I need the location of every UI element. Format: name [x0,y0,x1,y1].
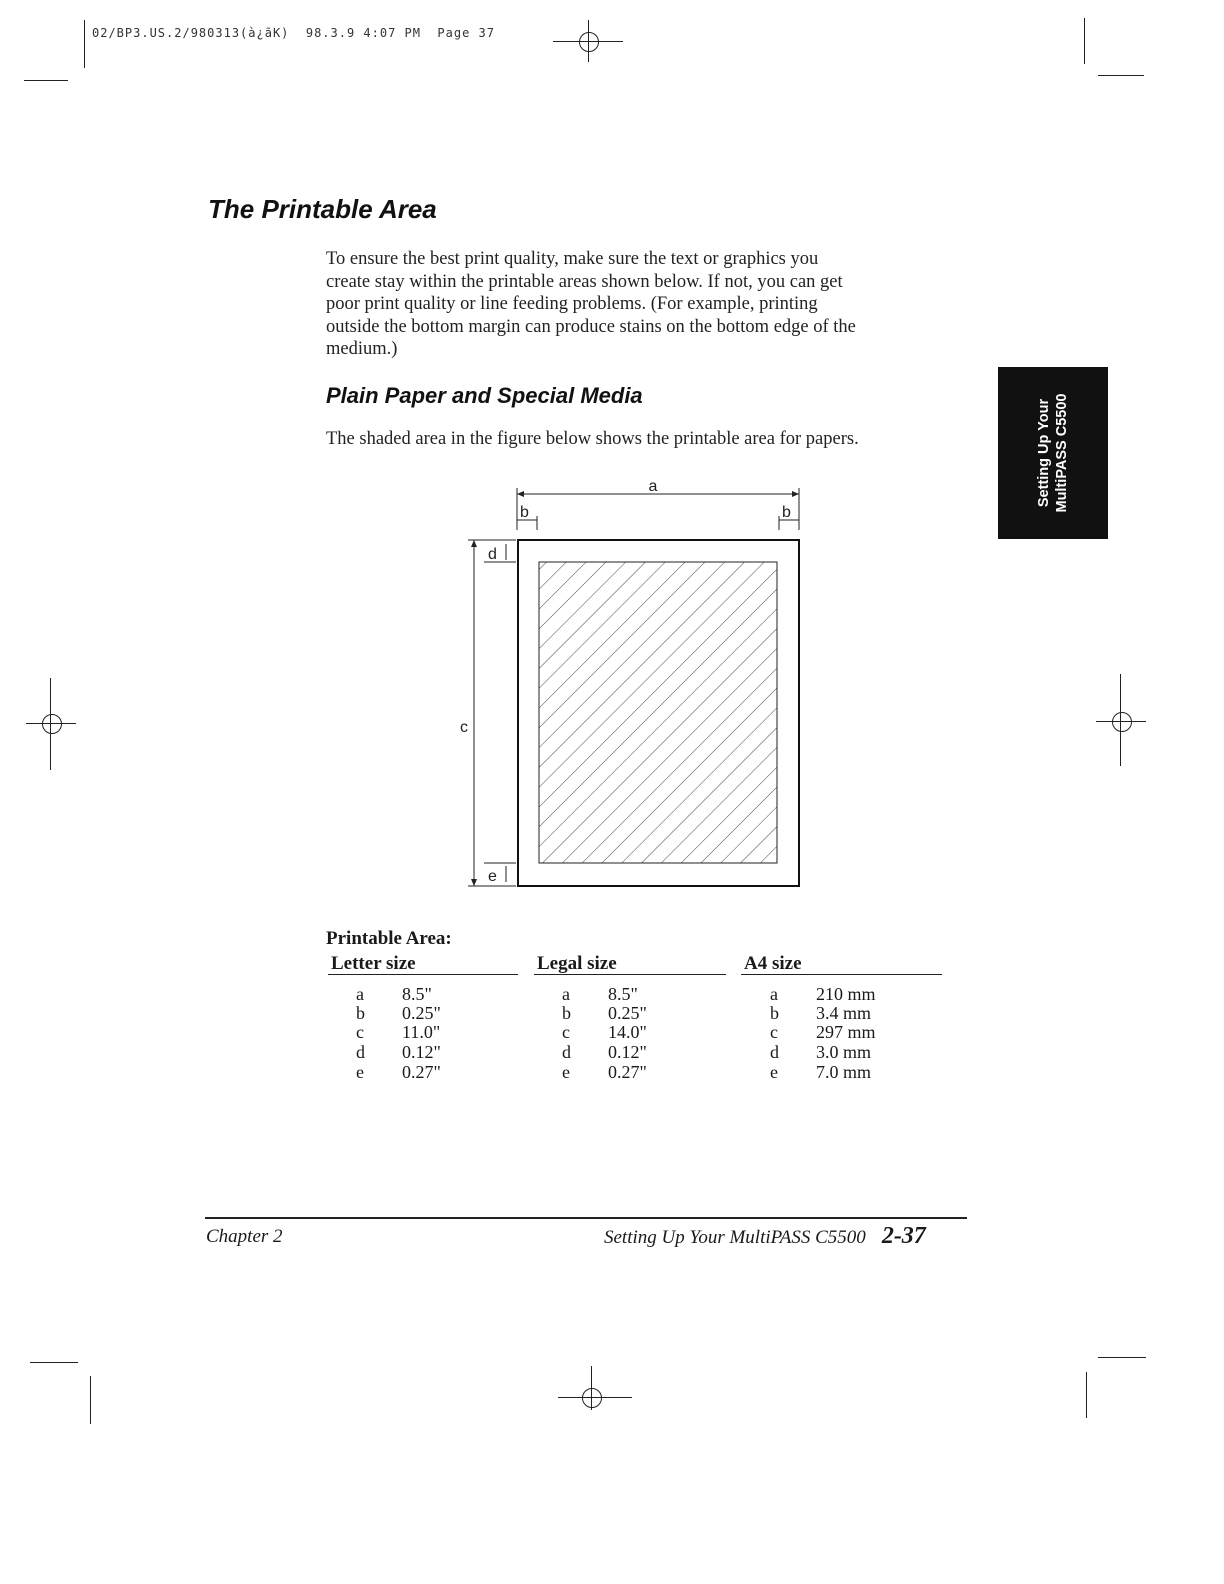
registration-mark-bottom [566,1372,616,1422]
print-job-header: 02/BP3.US.2/980313(à¿ãK) 98.3.9 4:07 PM Page 37 [92,26,496,40]
subsection-title: Plain Paper and Special Media [326,383,643,408]
legal-size-heading: Legal size [537,953,617,974]
dimension-a-label: a [648,478,658,495]
side-tab-line-1: Setting Up Your [1036,398,1052,508]
dimension-d-label: d [488,546,497,563]
footer-rule [205,1217,967,1219]
a4-size-heading: A4 size [744,953,802,974]
legal-size-rule [534,974,726,975]
side-tab-line-2: MultiPASS C5500 [1054,393,1070,513]
dimension-b-left-label: b [520,504,529,521]
footer-running-title: Setting Up Your MultiPASS C5500 2-37 [604,1223,926,1249]
dimension-b-right-label: b [782,504,791,521]
registration-mark-right [1096,696,1146,746]
page-number: 2-37 [881,1223,926,1249]
chapter-side-tab [998,367,1108,539]
letter-size-heading: Letter size [331,953,416,974]
registration-mark-left [26,698,76,748]
footer-chapter: Chapter 2 [206,1226,283,1247]
dimension-e-label: e [488,868,497,885]
printable-area-diagram [460,470,820,900]
a4-size-rule [741,974,942,975]
registration-mark-top [563,16,613,66]
section-title: The Printable Area [208,194,437,224]
table-caption: Printable Area: [326,928,452,949]
letter-size-rule [328,974,518,975]
intro-paragraph: To ensure the best print quality, make sure the text or graphics you create stay within the printable areas shown below. If not, you can get poor print quality or line feeding problems. (For example, printing outside the bottom margin can produce stains on the bottom edge of the medium.) [326,249,856,359]
dimension-c-label: c [460,719,468,736]
subsection-text: The shaded area in the figure below shows the printable area for papers. [326,429,859,449]
